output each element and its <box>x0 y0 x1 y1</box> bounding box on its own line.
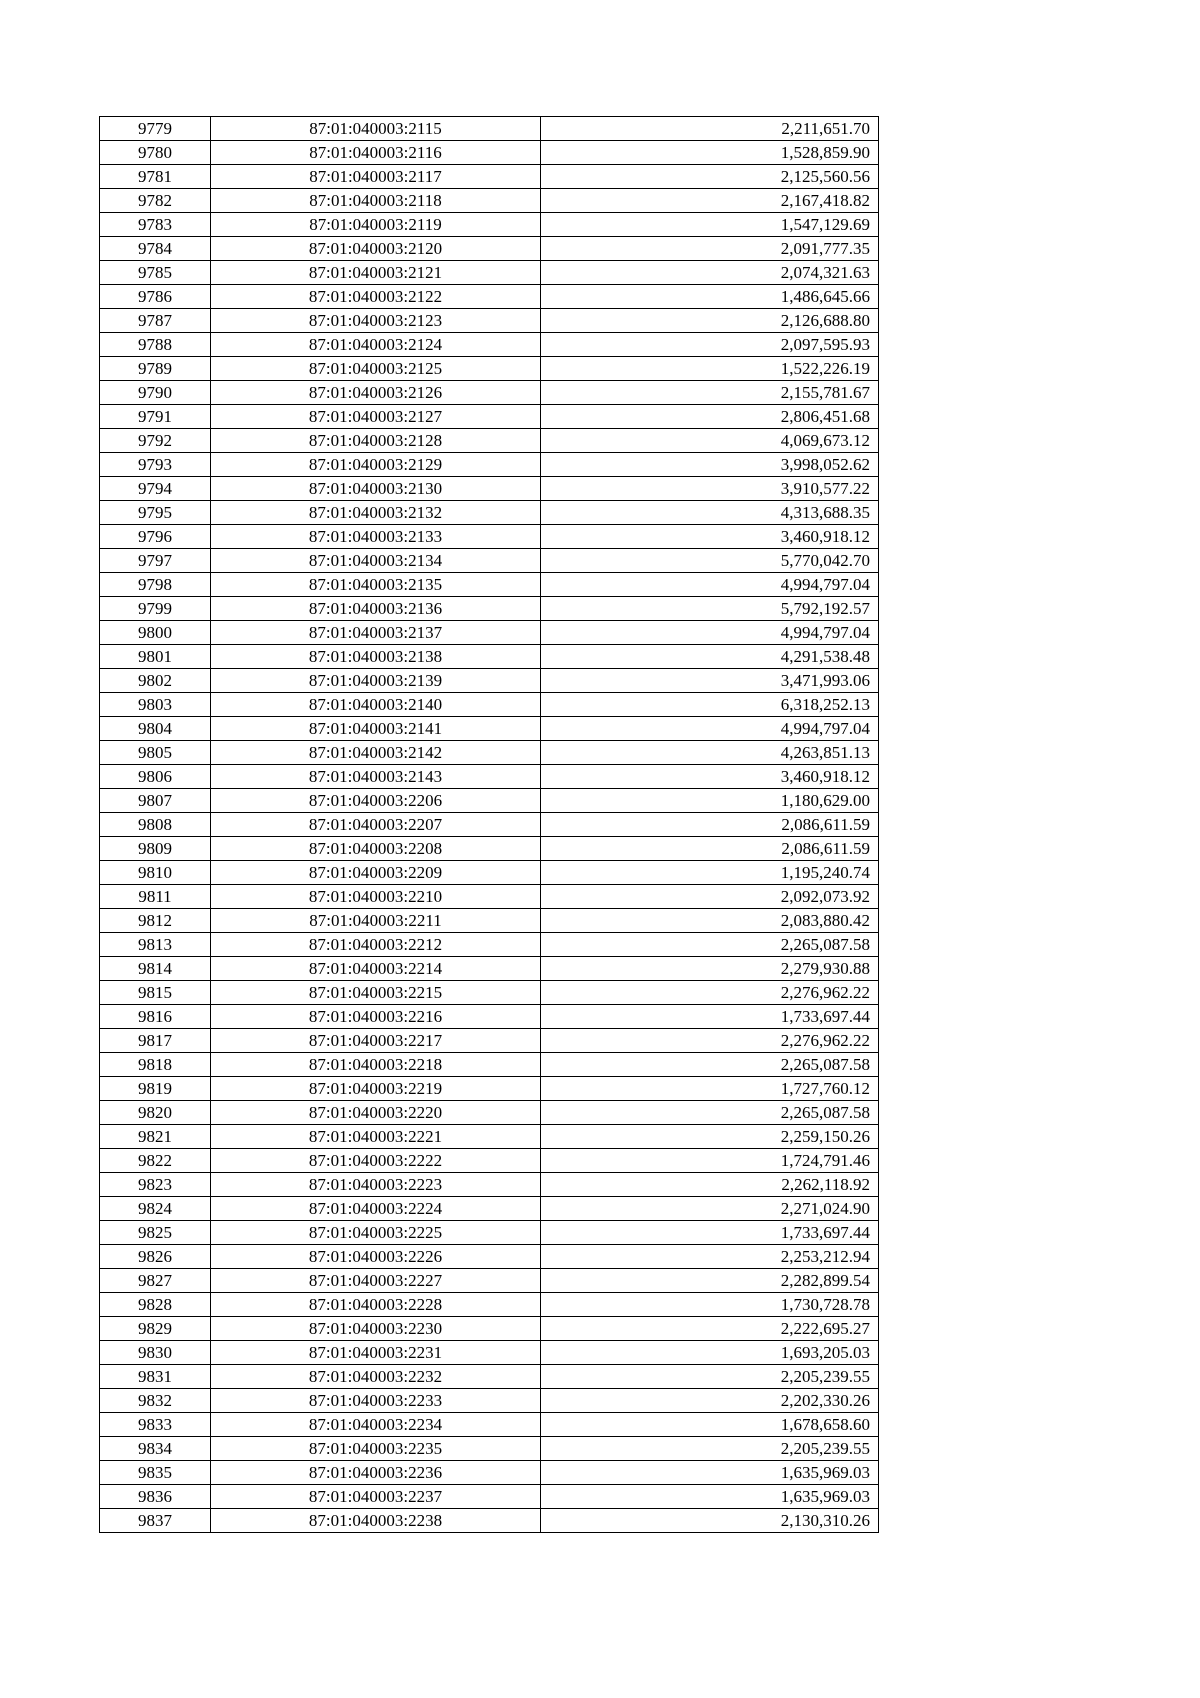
table-row <box>100 1509 879 1533</box>
cadastral-value-cell: 2,205,239.55 <box>541 1437 879 1461</box>
row-number-cell: 9809 <box>100 837 211 861</box>
cadastral-value-cell: 2,265,087.58 <box>541 1101 879 1125</box>
row-number-cell: 9787 <box>100 309 211 333</box>
table-row <box>100 1197 879 1221</box>
cadastral-value-cell: 2,130,310.26 <box>541 1509 879 1533</box>
cadastral-value-cell: 3,998,052.62 <box>541 453 879 477</box>
row-number-cell: 9828 <box>100 1293 211 1317</box>
cadastral-number-cell: 87:01:040003:2235 <box>211 1437 541 1461</box>
cadastral-number-cell: 87:01:040003:2119 <box>211 213 541 237</box>
cadastral-value-cell: 2,211,651.70 <box>541 117 879 141</box>
cadastral-number-cell: 87:01:040003:2219 <box>211 1077 541 1101</box>
cadastral-value-cell: 2,126,688.80 <box>541 309 879 333</box>
cadastral-number-cell: 87:01:040003:2227 <box>211 1269 541 1293</box>
table-row <box>100 1221 879 1245</box>
row-number-cell: 9780 <box>100 141 211 165</box>
cadastral-value-cell: 1,547,129.69 <box>541 213 879 237</box>
table-row <box>100 861 879 885</box>
table-row <box>100 957 879 981</box>
cadastral-value-cell: 5,770,042.70 <box>541 549 879 573</box>
table-row <box>100 165 879 189</box>
row-number-cell: 9824 <box>100 1197 211 1221</box>
row-number-cell: 9782 <box>100 189 211 213</box>
cadastral-value-cell: 2,262,118.92 <box>541 1173 879 1197</box>
table-row <box>100 597 879 621</box>
table-row <box>100 261 879 285</box>
row-number-cell: 9796 <box>100 525 211 549</box>
cadastral-value-cell: 4,994,797.04 <box>541 717 879 741</box>
cadastral-number-cell: 87:01:040003:2212 <box>211 933 541 957</box>
table-row <box>100 1413 879 1437</box>
table-row <box>100 693 879 717</box>
cadastral-value-cell: 2,282,899.54 <box>541 1269 879 1293</box>
cadastral-number-cell: 87:01:040003:2129 <box>211 453 541 477</box>
row-number-cell: 9792 <box>100 429 211 453</box>
cadastral-number-cell: 87:01:040003:2224 <box>211 1197 541 1221</box>
table-row <box>100 1485 879 1509</box>
row-number-cell: 9806 <box>100 765 211 789</box>
table-row <box>100 1293 879 1317</box>
cadastral-number-cell: 87:01:040003:2116 <box>211 141 541 165</box>
cadastral-number-cell: 87:01:040003:2209 <box>211 861 541 885</box>
cadastral-number-cell: 87:01:040003:2230 <box>211 1317 541 1341</box>
table-row <box>100 717 879 741</box>
cadastral-value-cell: 4,291,538.48 <box>541 645 879 669</box>
cadastral-number-cell: 87:01:040003:2141 <box>211 717 541 741</box>
table-row <box>100 981 879 1005</box>
cadastral-number-cell: 87:01:040003:2138 <box>211 645 541 669</box>
cadastral-value-cell: 2,092,073.92 <box>541 885 879 909</box>
cadastral-number-cell: 87:01:040003:2118 <box>211 189 541 213</box>
cadastral-number-cell: 87:01:040003:2206 <box>211 789 541 813</box>
row-number-cell: 9808 <box>100 813 211 837</box>
cadastral-number-cell: 87:01:040003:2126 <box>211 381 541 405</box>
row-number-cell: 9783 <box>100 213 211 237</box>
table-row <box>100 213 879 237</box>
table-row <box>100 405 879 429</box>
cadastral-number-cell: 87:01:040003:2217 <box>211 1029 541 1053</box>
cadastral-value-cell: 2,083,880.42 <box>541 909 879 933</box>
cadastral-value-cell: 1,528,859.90 <box>541 141 879 165</box>
table-row <box>100 1125 879 1149</box>
table-row <box>100 525 879 549</box>
row-number-cell: 9804 <box>100 717 211 741</box>
row-number-cell: 9820 <box>100 1101 211 1125</box>
row-number-cell: 9798 <box>100 573 211 597</box>
cadastral-number-cell: 87:01:040003:2143 <box>211 765 541 789</box>
cadastral-number-cell: 87:01:040003:2233 <box>211 1389 541 1413</box>
cadastral-value-cell: 5,792,192.57 <box>541 597 879 621</box>
row-number-cell: 9827 <box>100 1269 211 1293</box>
cadastral-value-cell: 1,486,645.66 <box>541 285 879 309</box>
table-row <box>100 765 879 789</box>
cadastral-number-cell: 87:01:040003:2135 <box>211 573 541 597</box>
row-number-cell: 9815 <box>100 981 211 1005</box>
row-number-cell: 9784 <box>100 237 211 261</box>
table-row <box>100 1101 879 1125</box>
cadastral-value-table <box>99 116 879 1533</box>
table-row <box>100 741 879 765</box>
cadastral-value-cell: 2,253,212.94 <box>541 1245 879 1269</box>
cadastral-value-cell: 2,167,418.82 <box>541 189 879 213</box>
table-row <box>100 837 879 861</box>
row-number-cell: 9805 <box>100 741 211 765</box>
cadastral-number-cell: 87:01:040003:2142 <box>211 741 541 765</box>
row-number-cell: 9802 <box>100 669 211 693</box>
cadastral-value-cell: 2,155,781.67 <box>541 381 879 405</box>
cadastral-number-cell: 87:01:040003:2207 <box>211 813 541 837</box>
cadastral-number-cell: 87:01:040003:2211 <box>211 909 541 933</box>
cadastral-value-cell: 2,091,777.35 <box>541 237 879 261</box>
row-number-cell: 9829 <box>100 1317 211 1341</box>
row-number-cell: 9791 <box>100 405 211 429</box>
row-number-cell: 9807 <box>100 789 211 813</box>
cadastral-number-cell: 87:01:040003:2228 <box>211 1293 541 1317</box>
row-number-cell: 9826 <box>100 1245 211 1269</box>
row-number-cell: 9830 <box>100 1341 211 1365</box>
cadastral-value-cell: 2,222,695.27 <box>541 1317 879 1341</box>
cadastral-number-cell: 87:01:040003:2122 <box>211 285 541 309</box>
table-row <box>100 1365 879 1389</box>
table-row <box>100 357 879 381</box>
row-number-cell: 9779 <box>100 117 211 141</box>
row-number-cell: 9799 <box>100 597 211 621</box>
cadastral-number-cell: 87:01:040003:2121 <box>211 261 541 285</box>
row-number-cell: 9786 <box>100 285 211 309</box>
table-row <box>100 621 879 645</box>
cadastral-value-cell: 2,271,024.90 <box>541 1197 879 1221</box>
table-row <box>100 1029 879 1053</box>
cadastral-number-cell: 87:01:040003:2128 <box>211 429 541 453</box>
table-row <box>100 1317 879 1341</box>
row-number-cell: 9811 <box>100 885 211 909</box>
cadastral-number-cell: 87:01:040003:2133 <box>211 525 541 549</box>
table-row <box>100 453 879 477</box>
table-row <box>100 117 879 141</box>
cadastral-value-cell: 4,994,797.04 <box>541 573 879 597</box>
cadastral-number-cell: 87:01:040003:2139 <box>211 669 541 693</box>
cadastral-value-cell: 2,265,087.58 <box>541 933 879 957</box>
cadastral-number-cell: 87:01:040003:2137 <box>211 621 541 645</box>
cadastral-value-cell: 2,806,451.68 <box>541 405 879 429</box>
row-number-cell: 9781 <box>100 165 211 189</box>
table-row <box>100 813 879 837</box>
cadastral-value-cell: 1,733,697.44 <box>541 1005 879 1029</box>
cadastral-number-cell: 87:01:040003:2134 <box>211 549 541 573</box>
cadastral-value-cell: 4,069,673.12 <box>541 429 879 453</box>
row-number-cell: 9819 <box>100 1077 211 1101</box>
row-number-cell: 9813 <box>100 933 211 957</box>
cadastral-value-cell: 3,471,993.06 <box>541 669 879 693</box>
cadastral-number-cell: 87:01:040003:2216 <box>211 1005 541 1029</box>
row-number-cell: 9814 <box>100 957 211 981</box>
table-row <box>100 333 879 357</box>
table-row <box>100 1245 879 1269</box>
row-number-cell: 9794 <box>100 477 211 501</box>
row-number-cell: 9789 <box>100 357 211 381</box>
cadastral-number-cell: 87:01:040003:2236 <box>211 1461 541 1485</box>
cadastral-value-cell: 1,522,226.19 <box>541 357 879 381</box>
cadastral-value-cell: 2,097,595.93 <box>541 333 879 357</box>
table-row <box>100 789 879 813</box>
table-row <box>100 189 879 213</box>
row-number-cell: 9818 <box>100 1053 211 1077</box>
table-row <box>100 1149 879 1173</box>
cadastral-value-cell: 1,635,969.03 <box>541 1461 879 1485</box>
row-number-cell: 9817 <box>100 1029 211 1053</box>
table-row <box>100 501 879 525</box>
table-row <box>100 669 879 693</box>
table-row <box>100 381 879 405</box>
cadastral-number-cell: 87:01:040003:2140 <box>211 693 541 717</box>
table-row <box>100 141 879 165</box>
cadastral-number-cell: 87:01:040003:2218 <box>211 1053 541 1077</box>
cadastral-value-cell: 1,635,969.03 <box>541 1485 879 1509</box>
row-number-cell: 9837 <box>100 1509 211 1533</box>
row-number-cell: 9836 <box>100 1485 211 1509</box>
cadastral-number-cell: 87:01:040003:2223 <box>211 1173 541 1197</box>
cadastral-value-cell: 1,180,629.00 <box>541 789 879 813</box>
row-number-cell: 9803 <box>100 693 211 717</box>
cadastral-value-cell: 1,730,728.78 <box>541 1293 879 1317</box>
table-row <box>100 309 879 333</box>
cadastral-number-cell: 87:01:040003:2232 <box>211 1365 541 1389</box>
row-number-cell: 9821 <box>100 1125 211 1149</box>
table-row <box>100 645 879 669</box>
cadastral-value-cell: 2,125,560.56 <box>541 165 879 189</box>
table-row <box>100 573 879 597</box>
table-row <box>100 429 879 453</box>
cadastral-number-cell: 87:01:040003:2225 <box>211 1221 541 1245</box>
row-number-cell: 9833 <box>100 1413 211 1437</box>
cadastral-value-cell: 1,733,697.44 <box>541 1221 879 1245</box>
cadastral-number-cell: 87:01:040003:2226 <box>211 1245 541 1269</box>
cadastral-value-cell: 4,313,688.35 <box>541 501 879 525</box>
cadastral-value-cell: 2,205,239.55 <box>541 1365 879 1389</box>
cadastral-value-cell: 1,727,760.12 <box>541 1077 879 1101</box>
table-row <box>100 237 879 261</box>
cadastral-value-cell: 2,086,611.59 <box>541 813 879 837</box>
cadastral-number-cell: 87:01:040003:2115 <box>211 117 541 141</box>
cadastral-number-cell: 87:01:040003:2136 <box>211 597 541 621</box>
cadastral-number-cell: 87:01:040003:2238 <box>211 1509 541 1533</box>
row-number-cell: 9797 <box>100 549 211 573</box>
cadastral-number-cell: 87:01:040003:2123 <box>211 309 541 333</box>
row-number-cell: 9834 <box>100 1437 211 1461</box>
row-number-cell: 9831 <box>100 1365 211 1389</box>
cadastral-number-cell: 87:01:040003:2127 <box>211 405 541 429</box>
table-body <box>100 117 879 1533</box>
table-row <box>100 1341 879 1365</box>
cadastral-value-cell: 2,279,930.88 <box>541 957 879 981</box>
cadastral-number-cell: 87:01:040003:2132 <box>211 501 541 525</box>
row-number-cell: 9823 <box>100 1173 211 1197</box>
cadastral-number-cell: 87:01:040003:2120 <box>211 237 541 261</box>
row-number-cell: 9795 <box>100 501 211 525</box>
cadastral-number-cell: 87:01:040003:2237 <box>211 1485 541 1509</box>
cadastral-value-cell: 6,318,252.13 <box>541 693 879 717</box>
cadastral-value-cell: 4,994,797.04 <box>541 621 879 645</box>
table-row <box>100 1437 879 1461</box>
cadastral-number-cell: 87:01:040003:2208 <box>211 837 541 861</box>
row-number-cell: 9788 <box>100 333 211 357</box>
cadastral-value-cell: 3,910,577.22 <box>541 477 879 501</box>
table-row <box>100 933 879 957</box>
row-number-cell: 9793 <box>100 453 211 477</box>
cadastral-number-cell: 87:01:040003:2125 <box>211 357 541 381</box>
cadastral-value-cell: 2,276,962.22 <box>541 1029 879 1053</box>
row-number-cell: 9812 <box>100 909 211 933</box>
cadastral-number-cell: 87:01:040003:2234 <box>211 1413 541 1437</box>
table-row <box>100 1173 879 1197</box>
cadastral-value-cell: 2,276,962.22 <box>541 981 879 1005</box>
cadastral-value-cell: 2,074,321.63 <box>541 261 879 285</box>
cadastral-number-cell: 87:01:040003:2222 <box>211 1149 541 1173</box>
cadastral-value-cell: 2,265,087.58 <box>541 1053 879 1077</box>
row-number-cell: 9832 <box>100 1389 211 1413</box>
cadastral-value-cell: 1,724,791.46 <box>541 1149 879 1173</box>
table-row <box>100 1269 879 1293</box>
table-row <box>100 549 879 573</box>
table-row <box>100 1389 879 1413</box>
cadastral-number-cell: 87:01:040003:2231 <box>211 1341 541 1365</box>
row-number-cell: 9810 <box>100 861 211 885</box>
cadastral-value-cell: 2,086,611.59 <box>541 837 879 861</box>
cadastral-value-cell: 3,460,918.12 <box>541 525 879 549</box>
cadastral-number-cell: 87:01:040003:2117 <box>211 165 541 189</box>
cadastral-value-cell: 1,678,658.60 <box>541 1413 879 1437</box>
table-row <box>100 885 879 909</box>
row-number-cell: 9800 <box>100 621 211 645</box>
row-number-cell: 9825 <box>100 1221 211 1245</box>
table-row <box>100 285 879 309</box>
table-row <box>100 1053 879 1077</box>
cadastral-number-cell: 87:01:040003:2215 <box>211 981 541 1005</box>
cadastral-value-cell: 2,259,150.26 <box>541 1125 879 1149</box>
cadastral-number-cell: 87:01:040003:2214 <box>211 957 541 981</box>
table-row <box>100 1005 879 1029</box>
row-number-cell: 9790 <box>100 381 211 405</box>
row-number-cell: 9816 <box>100 1005 211 1029</box>
cadastral-value-cell: 4,263,851.13 <box>541 741 879 765</box>
cadastral-value-cell: 1,693,205.03 <box>541 1341 879 1365</box>
cadastral-value-cell: 1,195,240.74 <box>541 861 879 885</box>
cadastral-value-cell: 3,460,918.12 <box>541 765 879 789</box>
row-number-cell: 9785 <box>100 261 211 285</box>
row-number-cell: 9835 <box>100 1461 211 1485</box>
row-number-cell: 9801 <box>100 645 211 669</box>
table-row <box>100 1077 879 1101</box>
cadastral-number-cell: 87:01:040003:2124 <box>211 333 541 357</box>
cadastral-number-cell: 87:01:040003:2130 <box>211 477 541 501</box>
table-row <box>100 1461 879 1485</box>
table-row <box>100 477 879 501</box>
cadastral-number-cell: 87:01:040003:2221 <box>211 1125 541 1149</box>
table-row <box>100 909 879 933</box>
cadastral-number-cell: 87:01:040003:2220 <box>211 1101 541 1125</box>
row-number-cell: 9822 <box>100 1149 211 1173</box>
cadastral-number-cell: 87:01:040003:2210 <box>211 885 541 909</box>
cadastral-value-cell: 2,202,330.26 <box>541 1389 879 1413</box>
